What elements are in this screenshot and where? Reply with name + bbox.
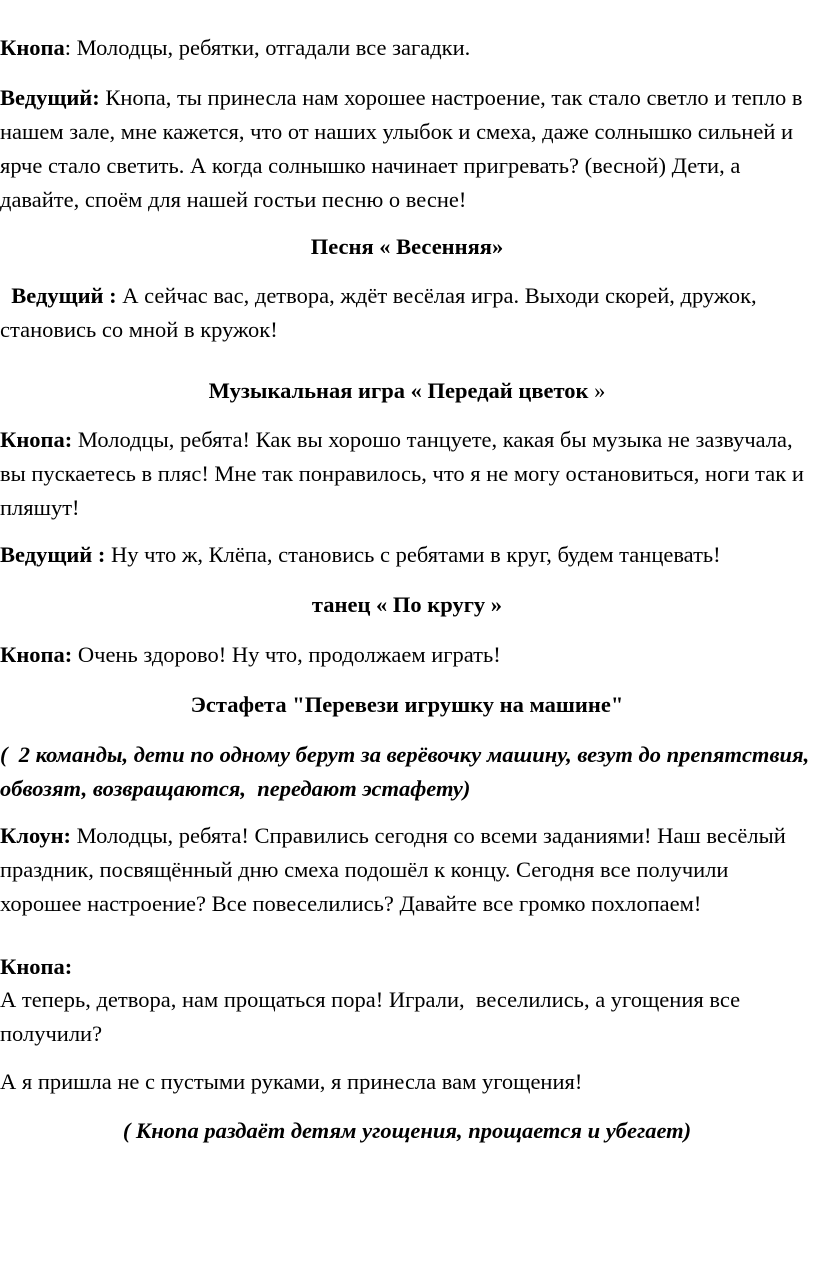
stage-direction-relay: ( 2 команды, дети по одному берут за верёвочку машину, везут до препятствия, обвозят, возвращаются, передают эстафету) — [0, 742, 815, 801]
speaker-label: Ведущий : — [0, 283, 117, 308]
replica-text: Молодцы, ребята! Справились сегодня со всеми заданиями! Наш весёлый праздник, посвящённый дню смеха подошёл к концу. Сегодня все получили хорошее настроение? Все повеселились? Давайте все громко похлопаем! — [0, 823, 786, 916]
replica-text: Ну что ж, Клёпа, становись с ребятами в круг, будем танцевать! — [105, 542, 721, 567]
replica-text: Кнопа, ты принесла нам хорошее настроение, так стало светло и тепло в нашем зале, мне кажется, что от наших улыбок и смеха, даже солнышко сильней и ярче стало светить. А когда солнышко начинает пригревать? (весной) Дети, а давайте, споём для нашей гостьи песню о весне! — [0, 85, 803, 212]
speaker-label: Ведущий : — [0, 542, 106, 567]
replica-text: Молодцы, ребята! Как вы хорошо танцуете, какая бы музыка не зазвучала, вы пускаетесь в пляс! Мне так понравилось, что я не могу остановиться, ноги так и пляшут! — [0, 427, 804, 520]
speaker-label: Клоун: — [0, 823, 72, 848]
line-knopa-4-speaker: Кнопа: — [0, 954, 73, 979]
line-knopa-3 — [0, 638, 814, 672]
replica-text: А сейчас вас, детвора, ждёт весёлая игра. Выходи скорей, дружок, становись со мной в кружок! — [0, 283, 763, 342]
heading-tail: » — [588, 378, 606, 403]
line-knopa-5: А я пришла не с пустыми руками, я принесла вам угощения! — [0, 1069, 583, 1094]
line-host-3 — [0, 538, 814, 572]
line-knopa-1 — [0, 31, 814, 65]
line-knopa-2 — [0, 423, 814, 525]
line-knopa-4-text: А теперь, детвора, нам прощаться пора! Играли, веселились, а угощения все получили? — [0, 987, 746, 1046]
speaker-label: Кнопа: — [0, 427, 73, 452]
speaker-label: Кнопа: — [0, 642, 73, 667]
speaker-label: Кнопа — [0, 35, 65, 60]
line-clown — [0, 819, 814, 921]
heading-dance: танец « По кругу » — [311, 592, 503, 617]
speaker-label: Ведущий: — [0, 85, 100, 110]
stage-direction-final: ( Кнопа раздаёт детям угощения, прощается и убегает) — [122, 1118, 692, 1143]
heading-music-game — [0, 374, 814, 408]
line-host-2 — [0, 279, 814, 347]
heading-relay: Эстафета "Перевези игрушку на машине" — [190, 692, 624, 717]
replica-text: Очень здорово! Ну что, продолжаем играть! — [72, 642, 501, 667]
replica-text: Молодцы, ребятки, отгадали все загадки. — [76, 35, 471, 60]
line-host-1 — [0, 81, 814, 217]
speaker-separator: : — [64, 35, 77, 60]
heading-song: Песня « Весенняя» — [310, 234, 504, 259]
heading-text: Музыкальная игра « Передай цветок — [208, 378, 589, 403]
